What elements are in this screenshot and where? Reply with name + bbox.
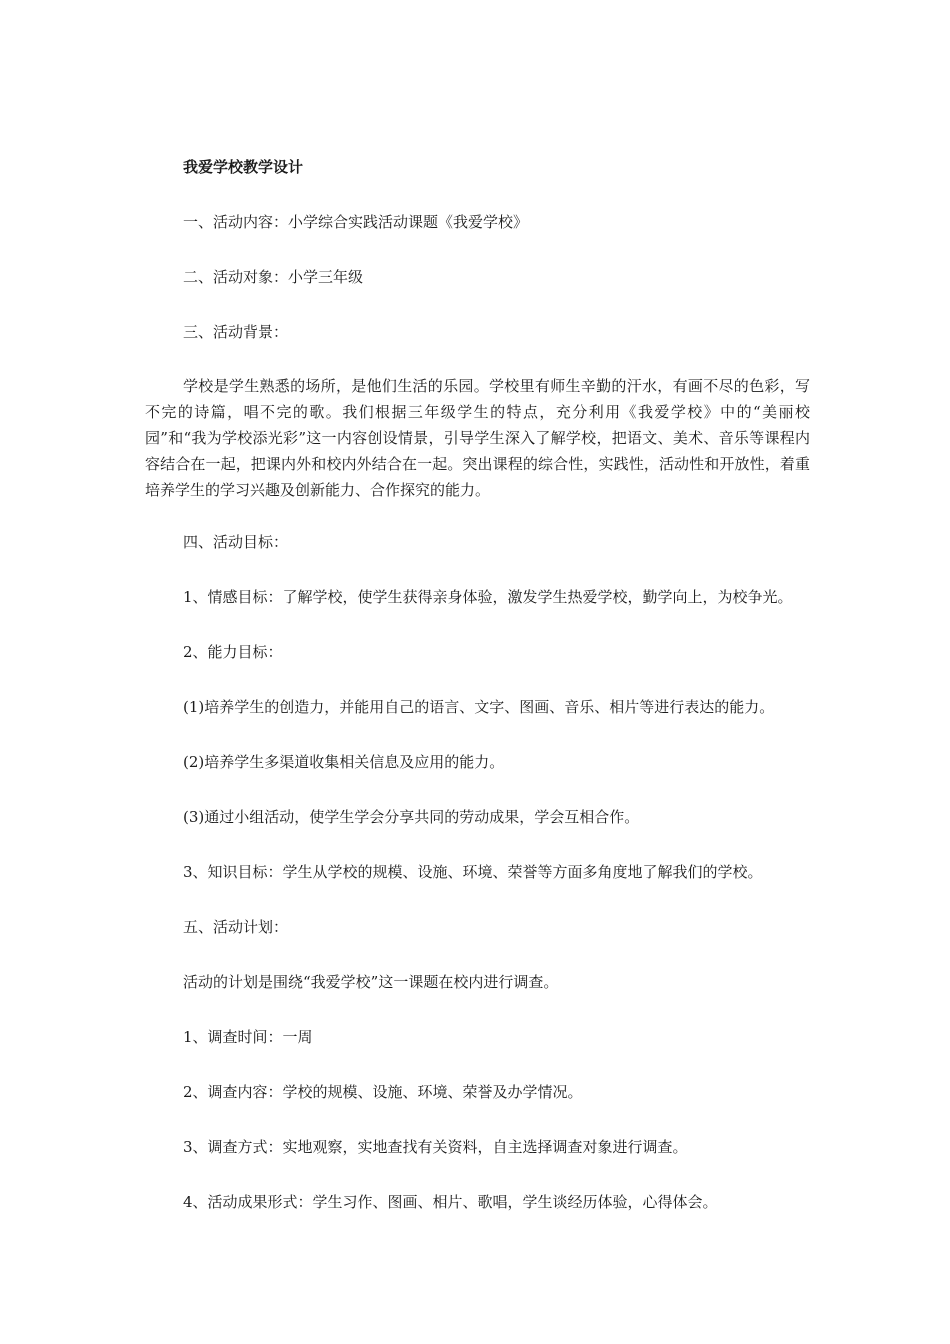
plan-item-time: 1、调查时间：一周 bbox=[183, 1028, 313, 1046]
goal-emotional: 1、情感目标：了解学校，使学生获得亲身体验，激发学生热爱学校，勤学向上，为校争光。 bbox=[183, 588, 793, 606]
document-title: 我爱学校教学设计 bbox=[183, 158, 304, 176]
plan-item-method: 3、调查方式：实地观察，实地查找有关资料，自主选择调查对象进行调查。 bbox=[183, 1138, 688, 1156]
plan-item-outcome: 4、活动成果形式：学生习作、图画、相片、歌唱，学生谈经历体验，心得体会。 bbox=[183, 1193, 718, 1211]
section-activity-target: 二、活动对象：小学三年级 bbox=[183, 268, 364, 286]
goal-ability-heading: 2、能力目标： bbox=[183, 643, 283, 661]
plan-intro: 活动的计划是围绕“我爱学校”这一课题在校内进行调查。 bbox=[183, 973, 559, 991]
goal-ability-item-3: (3)通过小组活动，使学生学会分享共同的劳动成果，学会互相合作。 bbox=[183, 808, 640, 826]
section-activity-content: 一、活动内容：小学综合实践活动课题《我爱学校》 bbox=[183, 213, 529, 231]
plan-item-content: 2、调查内容：学校的规模、设施、环境、荣誉及办学情况。 bbox=[183, 1083, 583, 1101]
goal-ability-item-1: (1)培养学生的创造力，并能用自己的语言、文字、图画、音乐、相片等进行表达的能力。 bbox=[183, 698, 775, 716]
goal-knowledge: 3、知识目标：学生从学校的规模、设施、环境、荣誉等方面多角度地了解我们的学校。 bbox=[183, 863, 763, 881]
section-plan-heading: 五、活动计划： bbox=[183, 918, 289, 936]
background-paragraph: 学校是学生熟悉的场所，是他们生活的乐园。学校里有师生辛勤的汗水，有画不尽的色彩，写不完的诗篇，唱不完的歌。我们根据三年级学生的特点，充分利用《我爱学校》中的“美丽校园”和“我为学校添光彩”这一内容创设情景，引导学生深入了解学校，把语文、美术、音乐等课程内容结合在一起，把课内外和校内外结合在一起。突出课程的综合性，实践性，活动性和开放性，着重培养学生的学习兴趣及创新能力、合作探究的能力。 bbox=[145, 377, 810, 499]
goal-ability-item-2: (2)培养学生多渠道收集相关信息及应用的能力。 bbox=[183, 753, 505, 771]
section-background-heading: 三、活动背景： bbox=[183, 323, 289, 341]
section-goals-heading: 四、活动目标： bbox=[183, 533, 289, 551]
